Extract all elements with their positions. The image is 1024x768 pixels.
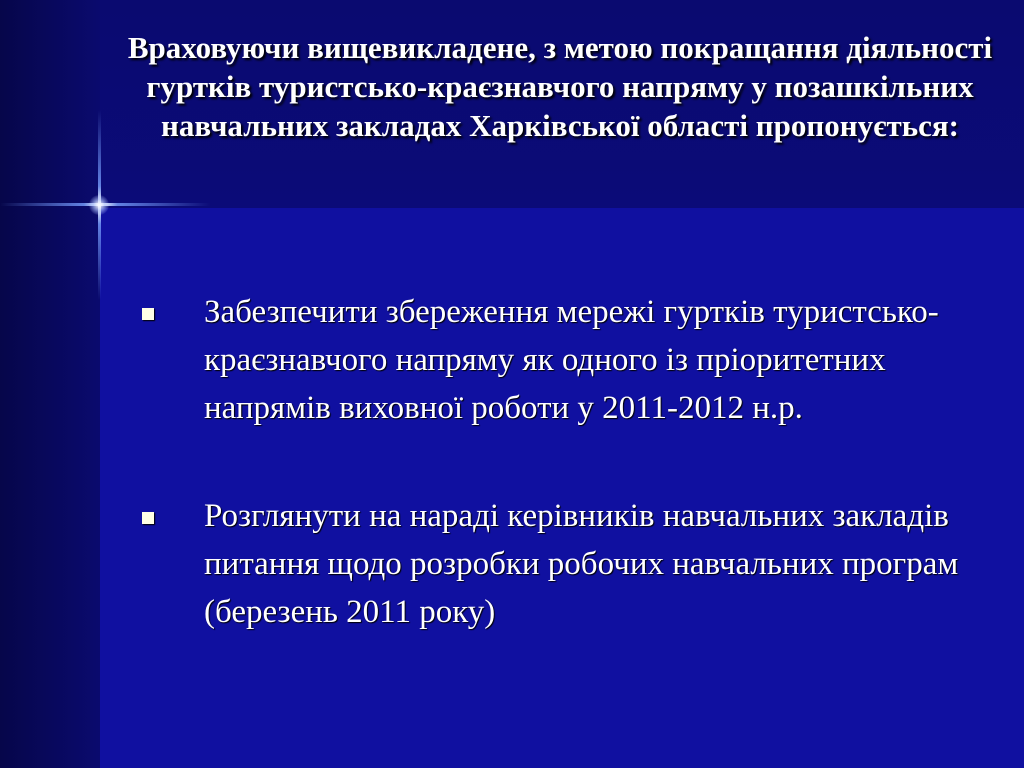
- bullet-text: Забезпечити збереження мережі гуртків туристсько-краєзнавчого напряму як одного із пріоритетних напрямів виховної роботи у 2011-2012 н.р.: [204, 294, 939, 426]
- bullet-text: Розглянути на нараді керівників навчальних закладів питання щодо розробки робочих навчальних програм (березень 2011 року): [204, 498, 959, 630]
- bullet-list: [130, 288, 1000, 696]
- square-bullet-icon: [142, 308, 154, 320]
- slide-title: Враховуючи вищевикладене, з метою покращання діяльності гуртків туристсько-краєзнавчого напряму у позашкільних навчальних закладах Харківської області пропонується:: [127, 30, 993, 143]
- bullet-item: [130, 288, 1000, 432]
- square-bullet-icon: [142, 512, 154, 524]
- sparkle-core: [89, 195, 109, 215]
- bullet-item: [130, 492, 1000, 636]
- left-decorative-band: [0, 0, 100, 768]
